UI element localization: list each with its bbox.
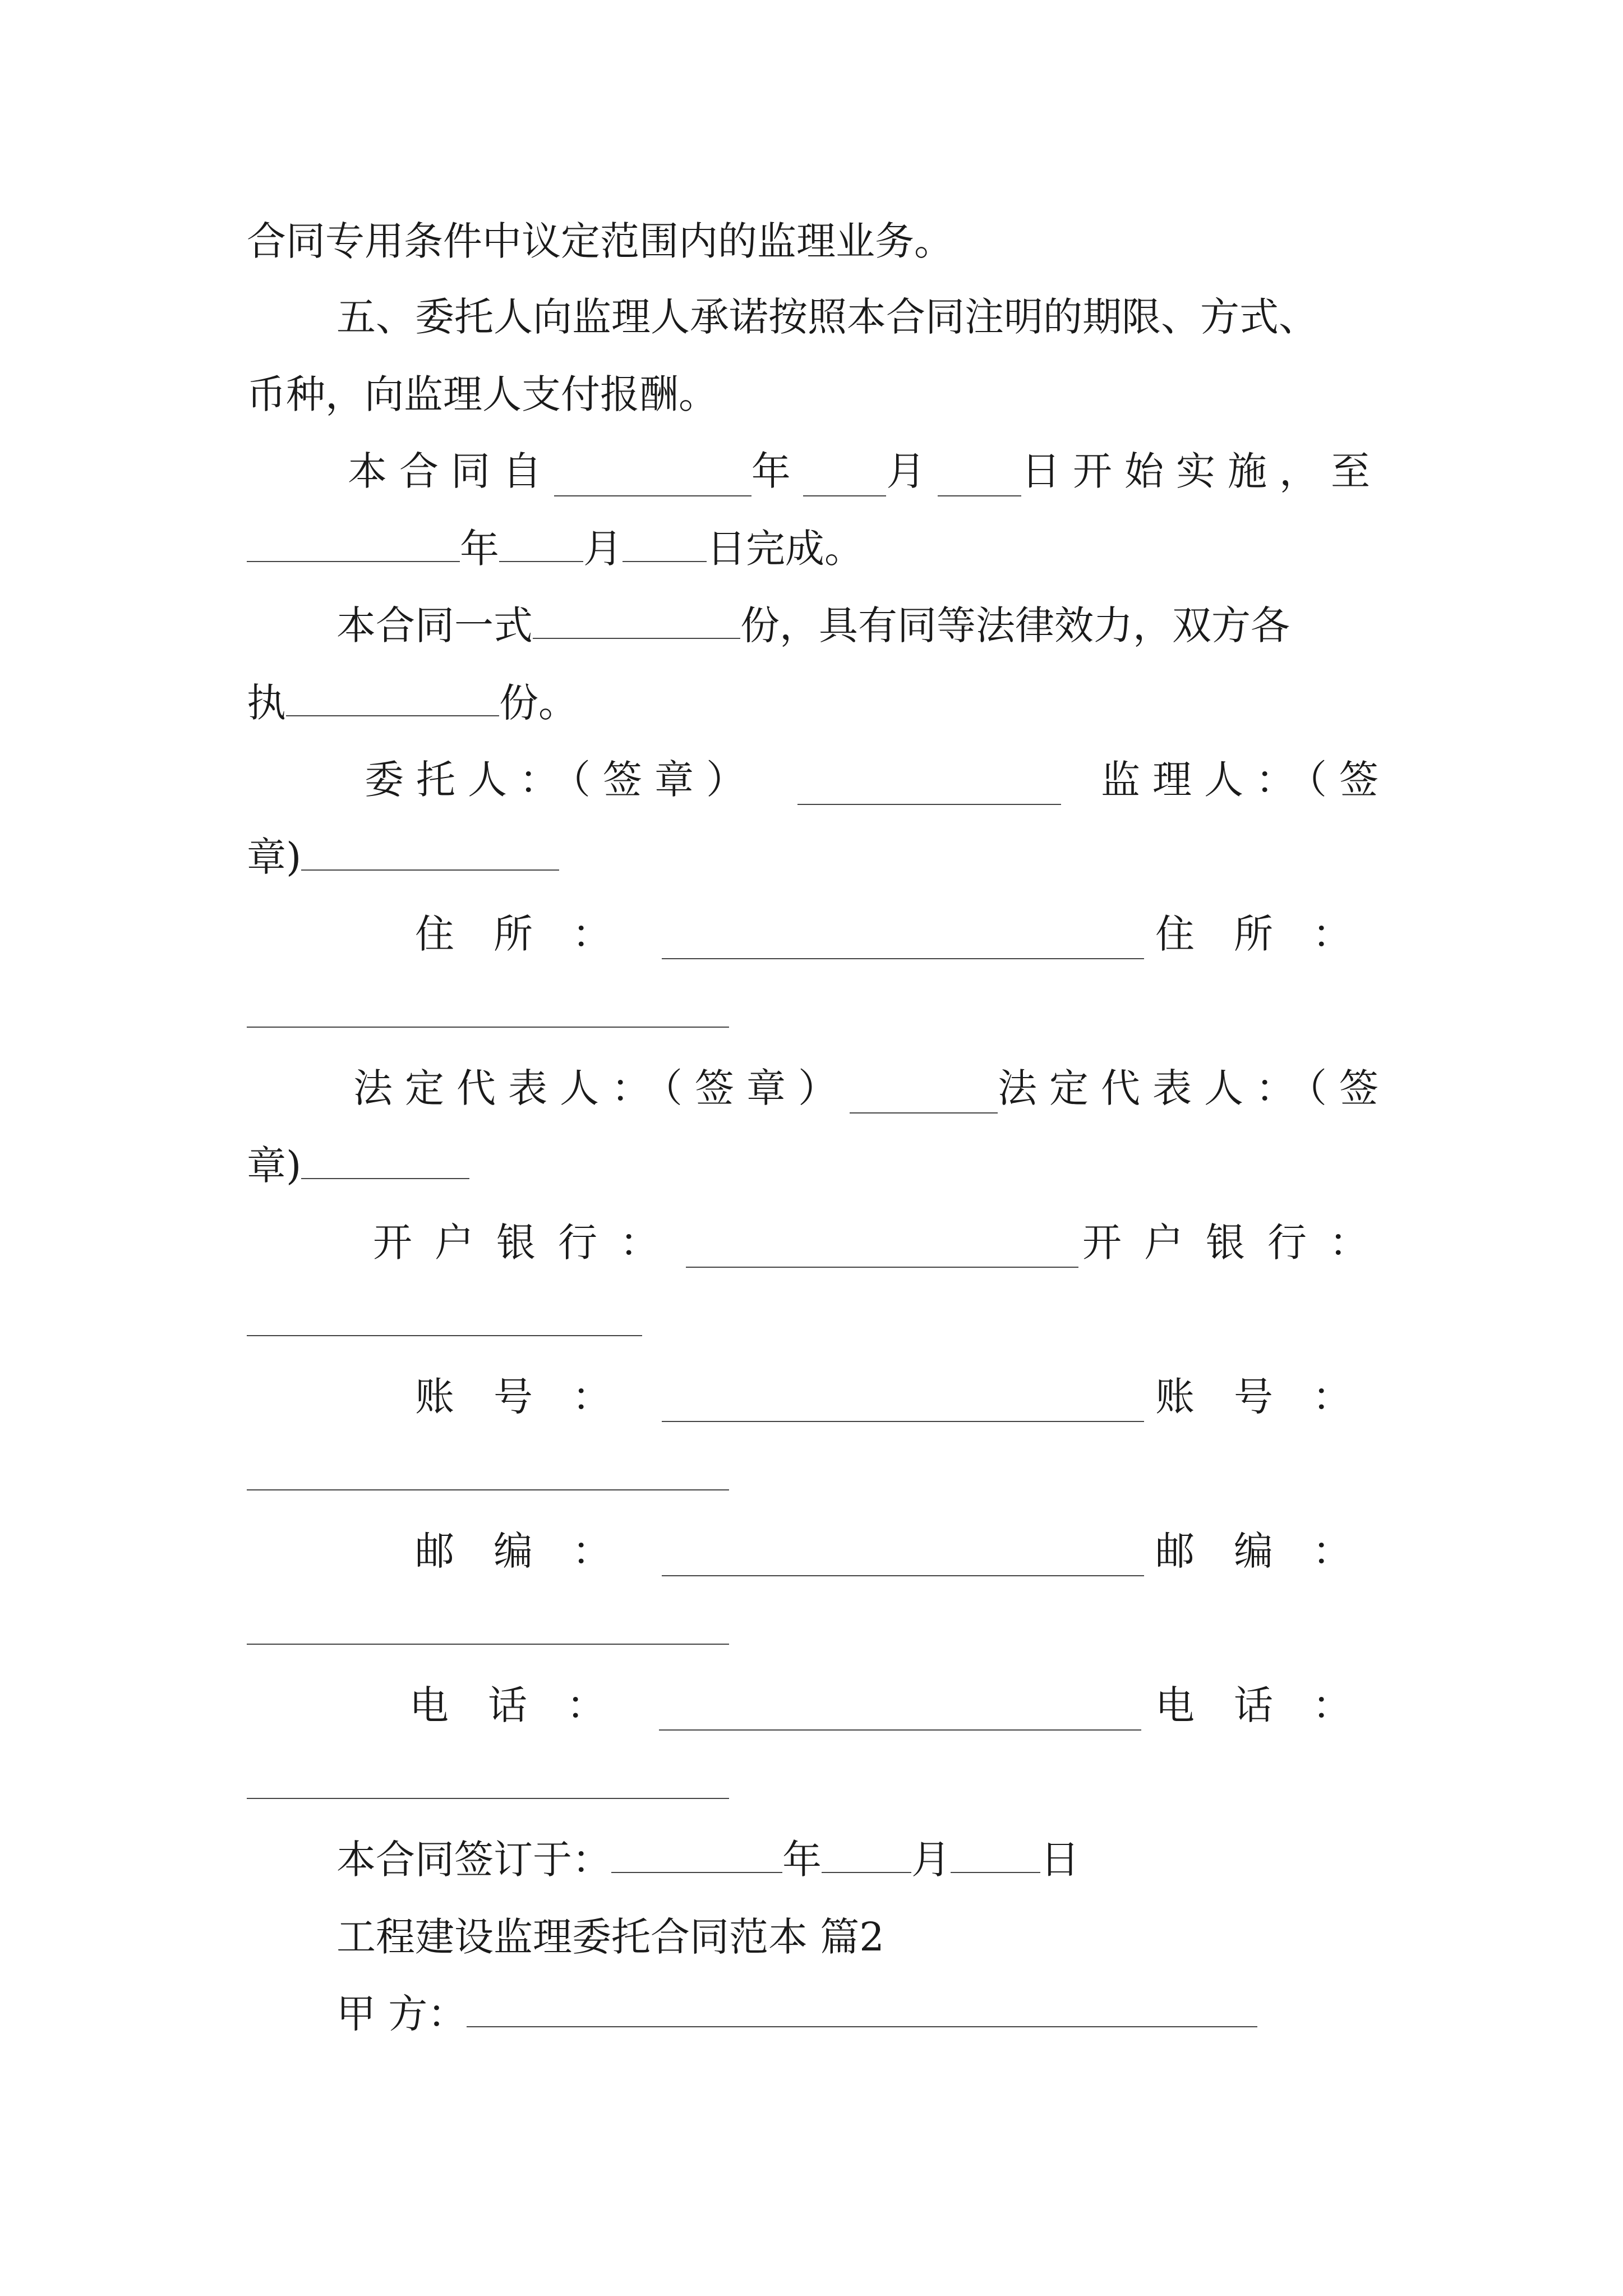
signing-year-blank[interactable] [611,1836,782,1873]
text: 工程建设监理委托合同范本 篇2 [336,1914,884,1960]
text: 邮编： [1155,1528,1391,1574]
text: 月 [583,526,623,572]
text: 年 [460,526,499,572]
phone-line [409,1680,1391,1731]
client-rep-blank[interactable] [850,1076,998,1114]
text: 份，具有同等法律效力，双方各 [740,602,1290,648]
client-address-blank[interactable] [662,922,1144,959]
legal-rep-line-cont [247,1140,469,1191]
copies-each-blank[interactable] [286,679,499,716]
text: 日开始实施，至 [1021,448,1382,494]
text: 住所： [1155,911,1391,957]
text: 月 [886,448,938,494]
term-start-line [348,446,1382,496]
text: 币种，向监理人支付报酬。 [247,371,718,417]
text: 甲 方： [336,1991,467,2037]
text: 本合同签订于： [336,1837,611,1883]
start-year-blank[interactable] [554,459,751,496]
client-seal-blank[interactable] [797,768,1061,805]
text: 章) [247,834,302,880]
bank-line [373,1217,1391,1268]
paragraph-line [247,216,953,266]
text: 开户银行： [373,1220,681,1266]
text: 日完成。 [707,526,864,572]
supervisor-postcode-blank[interactable] [247,1644,729,1645]
signing-date-line [336,1834,1080,1885]
client-postcode-blank[interactable] [662,1539,1144,1576]
signing-day-blank[interactable] [951,1836,1040,1873]
signature-line [365,754,1391,805]
text: 委托人：（签章） [365,757,758,803]
account-line [415,1372,1391,1422]
text: 住所： [415,911,651,957]
end-month-blank[interactable] [499,525,583,562]
legal-rep-line [353,1063,1391,1114]
supervisor-phone-blank[interactable] [247,1798,729,1799]
start-month-blank[interactable] [803,459,887,496]
clause-five [336,292,1318,342]
text: 本合同一式 [336,602,533,648]
start-day-blank[interactable] [938,459,1021,496]
text: 章) [247,1143,302,1189]
text: 法定代表人：（签 [998,1065,1391,1111]
copies-blank[interactable] [533,602,740,639]
text: 合同专用条件中议定范围内的监理业务。 [247,218,953,264]
supervisor-account-blank[interactable] [247,1489,729,1490]
text: 电话： [1155,1682,1391,1728]
party-a-blank[interactable] [467,1990,1257,2027]
text: 执 [247,680,286,726]
text: 份。 [499,680,578,726]
text: 年 [751,448,803,494]
supervisor-rep-blank[interactable] [301,1142,469,1179]
text: 年 [782,1837,822,1883]
term-end-line [247,523,864,574]
text: 五、委托人向监理人承诺按照本合同注明的期限、方式、 [336,294,1318,340]
supervisor-address-blank[interactable] [247,1027,729,1028]
text: 监理人：（签 [1101,757,1391,803]
signature-line-cont [247,832,559,882]
text: 账号： [1155,1374,1391,1420]
end-year-blank[interactable] [247,525,460,562]
text: 账号： [415,1374,651,1420]
party-a-line [336,1989,1257,2039]
address-line [415,909,1391,959]
paragraph-line [247,369,718,420]
copies-line [336,600,1290,651]
supervisor-seal-blank[interactable] [301,834,559,871]
client-bank-blank[interactable] [686,1231,1078,1268]
client-phone-blank[interactable] [659,1694,1141,1731]
text: 日 [1040,1837,1080,1883]
text: 月 [911,1837,951,1883]
text: 开户银行： [1082,1220,1391,1266]
section-heading [336,1912,884,1962]
supervisor-bank-blank[interactable] [247,1335,642,1336]
postcode-line [415,1526,1391,1576]
client-account-blank[interactable] [662,1385,1144,1422]
end-day-blank[interactable] [623,525,707,562]
text: 本合同自 [348,448,554,494]
text: 法定代表人：（签章） [353,1065,850,1111]
text: 邮编： [415,1528,651,1574]
copies-each-line [247,678,578,728]
text: 电话： [409,1682,645,1728]
signing-month-blank[interactable] [822,1836,911,1873]
